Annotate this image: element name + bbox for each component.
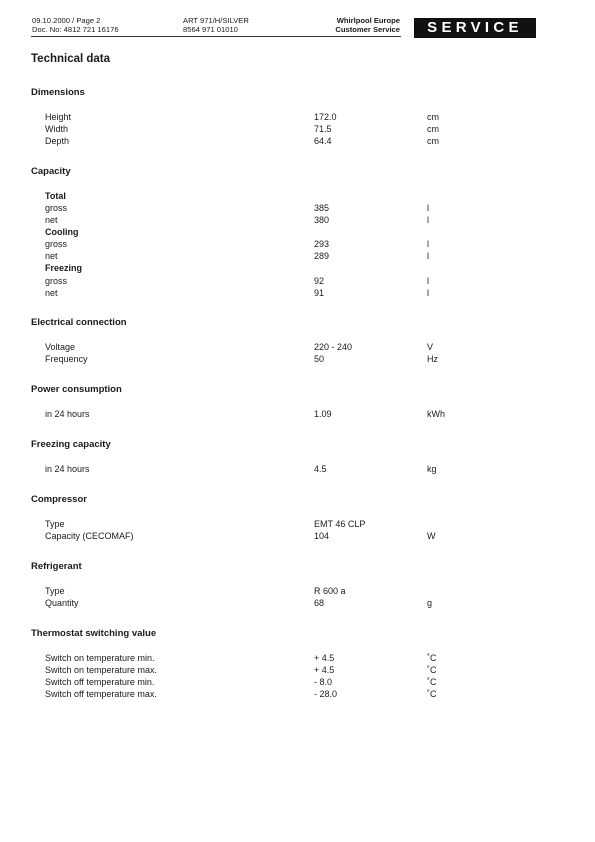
header-doc-number: Doc. No: 4812 721 16176 — [32, 25, 119, 34]
spec-unit: W — [427, 531, 436, 541]
spec-label: Depth — [45, 136, 70, 146]
spec-value: 220 - 240 — [314, 342, 353, 352]
spec-value: 4.5 — [314, 464, 327, 474]
spec-label: Switch off temperature min. — [45, 677, 155, 687]
spec-label: Frequency — [45, 354, 88, 364]
spec-unit: cm — [427, 136, 439, 146]
section-heading-electrical: Electrical connection — [31, 317, 127, 328]
header-model-info — [183, 16, 249, 34]
spec-unit: l — [427, 288, 429, 298]
spec-label: Height — [45, 112, 72, 122]
spec-label: Type — [45, 519, 65, 529]
spec-label: gross — [45, 239, 68, 249]
spec-unit: kWh — [427, 409, 445, 419]
spec-label: gross — [45, 276, 68, 286]
spec-row-freezing-gross — [0, 275, 595, 287]
section-heading-compressor: Compressor — [31, 494, 87, 505]
spec-row-cooling-gross — [0, 238, 595, 250]
spec-unit: g — [427, 598, 433, 608]
spec-row-switch-off-min — [0, 676, 595, 688]
header-model-code: 8564 971 01010 — [183, 25, 238, 34]
spec-unit: ˚C — [427, 665, 437, 675]
spec-value: 104 — [314, 531, 330, 541]
spec-unit: cm — [427, 112, 439, 122]
header-model: ART 971/H/SILVER — [183, 16, 249, 25]
spec-value: 172.0 — [314, 112, 337, 122]
spec-label: net — [45, 288, 58, 298]
spec-label: gross — [45, 203, 68, 213]
spec-row-switch-on-max — [0, 664, 595, 676]
spec-unit: l — [427, 215, 429, 225]
spec-value: + 4.5 — [314, 653, 335, 663]
spec-value: 68 — [314, 598, 325, 608]
spec-value: 91 — [314, 288, 325, 298]
service-badge: SERVICE — [414, 18, 536, 38]
section-heading-capacity: Capacity — [31, 166, 71, 177]
spec-row-refrigerant-type — [0, 585, 595, 597]
spec-row-refrigerant-quantity — [0, 597, 595, 609]
spec-row-switch-on-min — [0, 652, 595, 664]
spec-label: Switch off temperature max. — [45, 689, 157, 699]
page-title: Technical data — [31, 53, 111, 65]
spec-unit: ˚C — [427, 677, 437, 687]
spec-value: - 28.0 — [314, 689, 338, 699]
spec-label: in 24 hours — [45, 409, 90, 419]
header-divider — [31, 36, 401, 37]
spec-value: 289 — [314, 251, 330, 261]
header-date-page: 09.10.2000 / Page 2 — [32, 16, 101, 25]
section-heading-refrigerant: Refrigerant — [31, 561, 82, 572]
spec-unit: ˚C — [427, 689, 437, 699]
spec-unit: l — [427, 239, 429, 249]
spec-label: Type — [45, 586, 65, 596]
spec-row-power-24h — [0, 408, 595, 420]
spec-row-compressor-type — [0, 518, 595, 530]
spec-unit: l — [427, 203, 429, 213]
spec-label: net — [45, 251, 58, 261]
spec-label: Capacity (CECOMAF) — [45, 531, 134, 541]
spec-row-height — [0, 111, 595, 123]
spec-unit: l — [427, 251, 429, 261]
header-company — [290, 16, 400, 34]
spec-value: 385 — [314, 203, 330, 213]
header-department: Customer Service — [335, 25, 400, 34]
spec-label: Switch on temperature max. — [45, 665, 158, 675]
section-heading-freezing-capacity: Freezing capacity — [31, 439, 111, 450]
spec-value: + 4.5 — [314, 665, 335, 675]
spec-row-voltage — [0, 341, 595, 353]
spec-row-switch-off-max — [0, 688, 595, 700]
spec-label: Width — [45, 124, 69, 134]
spec-row-total-gross — [0, 202, 595, 214]
subheading-freezing: Freezing — [45, 263, 83, 273]
spec-value: 71.5 — [314, 124, 332, 134]
spec-value: 64.4 — [314, 136, 332, 146]
spec-row-freezing-24h — [0, 463, 595, 475]
spec-value: 1.09 — [314, 409, 332, 419]
spec-row-width — [0, 123, 595, 135]
section-heading-thermostat: Thermostat switching value — [31, 628, 157, 639]
subheading-cooling: Cooling — [45, 227, 79, 237]
spec-value: 380 — [314, 215, 330, 225]
spec-unit: kg — [427, 464, 437, 474]
spec-value: R 600 a — [314, 586, 346, 596]
spec-row-total-net — [0, 214, 595, 226]
spec-value: 293 — [314, 239, 330, 249]
spec-label: in 24 hours — [45, 464, 90, 474]
spec-unit: V — [427, 342, 434, 352]
spec-value: 92 — [314, 276, 325, 286]
subheading-total: Total — [45, 191, 66, 201]
header-doc-info — [32, 16, 119, 34]
spec-row-cooling-net — [0, 250, 595, 262]
spec-unit: l — [427, 276, 429, 286]
spec-label: net — [45, 215, 58, 225]
spec-unit: cm — [427, 124, 439, 134]
spec-row-compressor-capacity — [0, 530, 595, 542]
section-heading-dimensions: Dimensions — [31, 87, 85, 98]
spec-row-freezing-net — [0, 287, 595, 299]
header-company-name: Whirlpool Europe — [336, 16, 400, 25]
spec-unit: Hz — [427, 354, 438, 364]
spec-label: Switch on temperature min. — [45, 653, 155, 663]
spec-row-frequency — [0, 353, 595, 365]
section-heading-power: Power consumption — [31, 384, 122, 395]
spec-label: Voltage — [45, 342, 76, 352]
spec-label: Quantity — [45, 598, 79, 608]
spec-value: EMT 46 CLP — [314, 519, 366, 529]
spec-row-depth — [0, 135, 595, 147]
spec-unit: ˚C — [427, 653, 437, 663]
spec-value: 50 — [314, 354, 325, 364]
spec-value: - 8.0 — [314, 677, 333, 687]
